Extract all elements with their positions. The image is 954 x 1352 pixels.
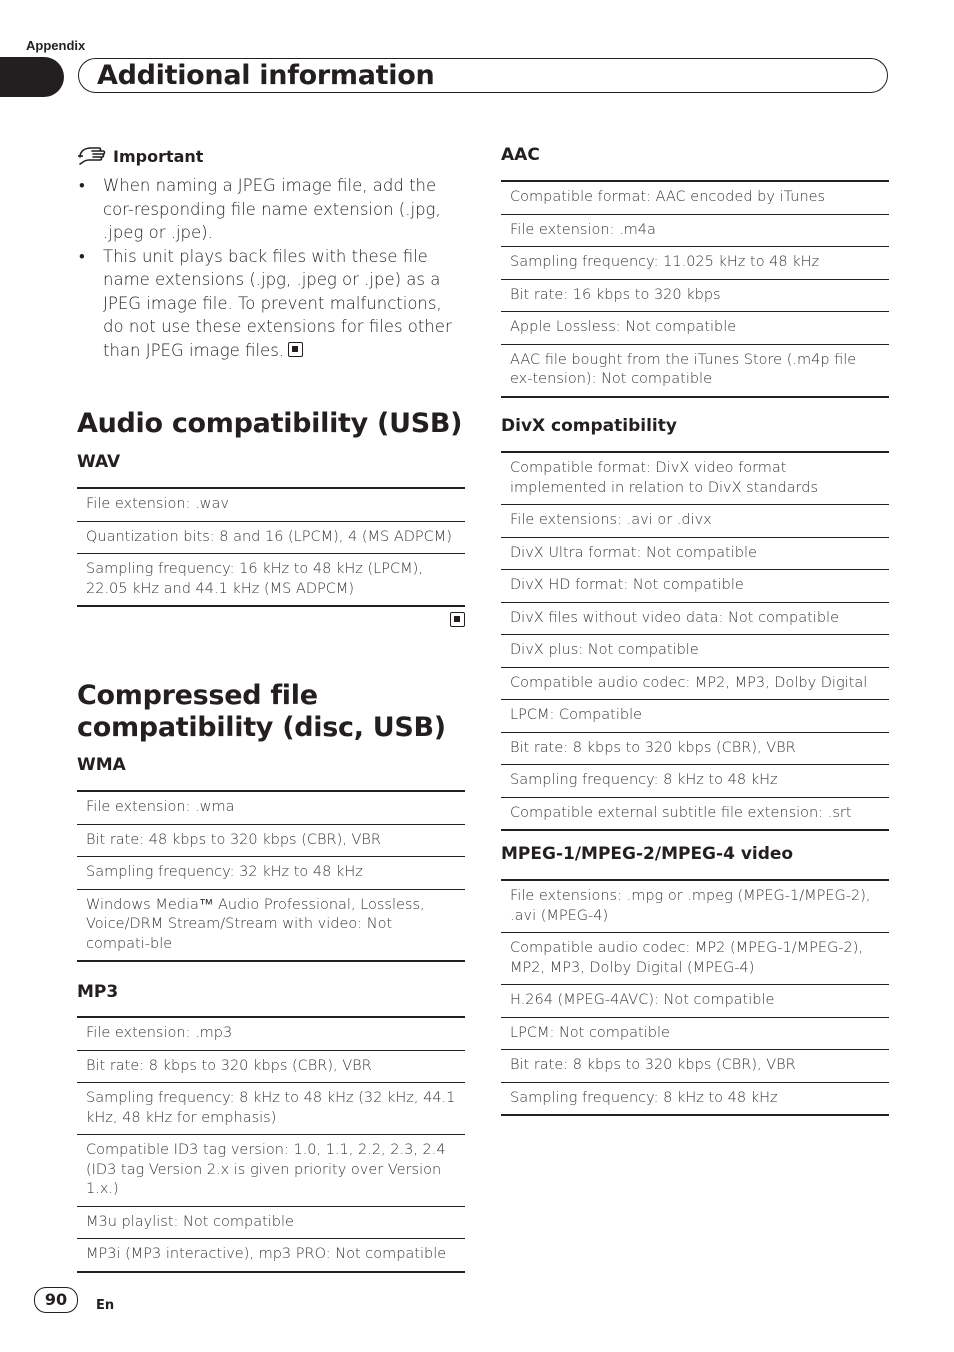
table-row: File extension: .m4a bbox=[501, 214, 889, 247]
page-title: Additional information bbox=[97, 60, 435, 91]
table-row: DivX Ultra format: Not compatible bbox=[501, 537, 889, 570]
appendix-label: Appendix bbox=[26, 38, 86, 53]
page-number: 90 bbox=[34, 1287, 78, 1313]
wma-table bbox=[77, 790, 465, 962]
subsection-title-mp3: MP3 bbox=[77, 982, 119, 1002]
table-row: File extension: .wma bbox=[77, 790, 465, 824]
end-mark-icon bbox=[450, 612, 465, 627]
table-row: M3u playlist: Not compatible bbox=[77, 1206, 465, 1239]
important-title: Important bbox=[113, 146, 204, 166]
section-title-compressed: Compressed file compatibility (disc, USB) bbox=[77, 680, 446, 743]
wav-table bbox=[77, 487, 465, 607]
section-title-audio-usb: Audio compatibility (USB) bbox=[77, 408, 463, 439]
table-row: Sampling frequency: 8 kHz to 48 kHz bbox=[501, 764, 889, 797]
table-row: File extension: .mp3 bbox=[77, 1016, 465, 1050]
important-note bbox=[77, 144, 463, 362]
table-row: DivX plus: Not compatible bbox=[501, 634, 889, 667]
table-row: Compatible external subtitle file extension: .srt bbox=[501, 797, 889, 830]
header-banner bbox=[78, 58, 888, 93]
language-label: En bbox=[96, 1298, 115, 1313]
divx-table bbox=[501, 451, 889, 831]
table-row: Bit rate: 8 kbps to 320 kbps (CBR), VBR bbox=[501, 732, 889, 765]
table-row: LPCM: Not compatible bbox=[501, 1017, 889, 1050]
table-row: Compatible format: DivX video format implemented in relation to DivX standards bbox=[501, 451, 889, 504]
important-item: • When naming a JPEG image file, add the cor-responding file name extension (.jpg, .jpeg or .jpe). bbox=[79, 176, 441, 242]
table-row: Compatible format: AAC encoded by iTunes bbox=[501, 180, 889, 214]
important-header bbox=[77, 144, 463, 168]
subsection-title-wma: WMA bbox=[77, 755, 126, 775]
section-tab-marker bbox=[0, 57, 64, 97]
table-row: Windows Media™ Audio Professional, Lossless, Voice/DRM Stream/Stream with video: Not compati-ble bbox=[77, 889, 465, 961]
table-row: Compatible audio codec: MP2 (MPEG-1/MPEG-2), MP2, MP3, Dolby Digital (MPEG-4) bbox=[501, 932, 889, 984]
table-row: Quantization bits: 8 and 16 (LPCM), 4 (MS ADPCM) bbox=[77, 521, 465, 554]
mp3-table bbox=[77, 1016, 465, 1273]
table-row: Bit rate: 8 kbps to 320 kbps (CBR), VBR bbox=[501, 1049, 889, 1082]
table-row: DivX files without video data: Not compatible bbox=[501, 602, 889, 635]
table-row: Sampling frequency: 8 kHz to 48 kHz (32 kHz, 44.1 kHz, 48 kHz for emphasis) bbox=[77, 1082, 465, 1134]
table-row: File extension: .wav bbox=[77, 487, 465, 521]
subsection-title-wav: WAV bbox=[77, 452, 121, 472]
aac-table bbox=[501, 180, 889, 398]
hand-pointer-icon bbox=[77, 145, 107, 167]
table-row: Sampling frequency: 32 kHz to 48 kHz bbox=[77, 856, 465, 889]
table-row: Sampling frequency: 8 kHz to 48 kHz bbox=[501, 1082, 889, 1115]
table-row: LPCM: Compatible bbox=[501, 699, 889, 732]
table-row: MP3i (MP3 interactive), mp3 PRO: Not compatible bbox=[77, 1238, 465, 1271]
table-row: Sampling frequency: 16 kHz to 48 kHz (LPCM), 22.05 kHz and 44.1 kHz (MS ADPCM) bbox=[77, 553, 465, 605]
table-row: Bit rate: 8 kbps to 320 kbps (CBR), VBR bbox=[77, 1050, 465, 1083]
important-list bbox=[77, 174, 463, 362]
table-row: DivX HD format: Not compatible bbox=[501, 569, 889, 602]
table-row: Bit rate: 16 kbps to 320 kbps bbox=[501, 279, 889, 312]
table-row: H.264 (MPEG-4AVC): Not compatible bbox=[501, 984, 889, 1017]
table-row: Bit rate: 48 kbps to 320 kbps (CBR), VBR bbox=[77, 824, 465, 857]
table-row: Apple Lossless: Not compatible bbox=[501, 311, 889, 344]
table-row: Compatible ID3 tag version: 1.0, 1.1, 2.2, 2.3, 2.4 (ID3 tag Version 2.x is given priority over Version 1.x.) bbox=[77, 1134, 465, 1206]
table-row: Sampling frequency: 11.025 kHz to 48 kHz bbox=[501, 246, 889, 279]
end-mark-icon bbox=[288, 342, 303, 357]
table-row: AAC file bought from the iTunes Store (.m4p file ex-tension): Not compatible bbox=[501, 344, 889, 396]
table-row: File extensions: .mpg or .mpeg (MPEG-1/MPEG-2), .avi (MPEG-4) bbox=[501, 879, 889, 932]
important-item: • This unit plays back files with these file name extensions (.jpg, .jpeg or .jpe) as a JPEG image file. To prevent malfunctions, do not use these extensions for files other than JPEG image files. bbox=[79, 246, 452, 360]
mpeg-table bbox=[501, 879, 889, 1116]
table-row: File extensions: .avi or .divx bbox=[501, 504, 889, 537]
subsection-title-divx: DivX compatibility bbox=[501, 416, 677, 436]
subsection-title-mpeg: MPEG-1/MPEG-2/MPEG-4 video bbox=[501, 844, 794, 864]
subsection-title-aac: AAC bbox=[501, 145, 540, 165]
table-row: Compatible audio codec: MP2, MP3, Dolby Digital bbox=[501, 667, 889, 700]
